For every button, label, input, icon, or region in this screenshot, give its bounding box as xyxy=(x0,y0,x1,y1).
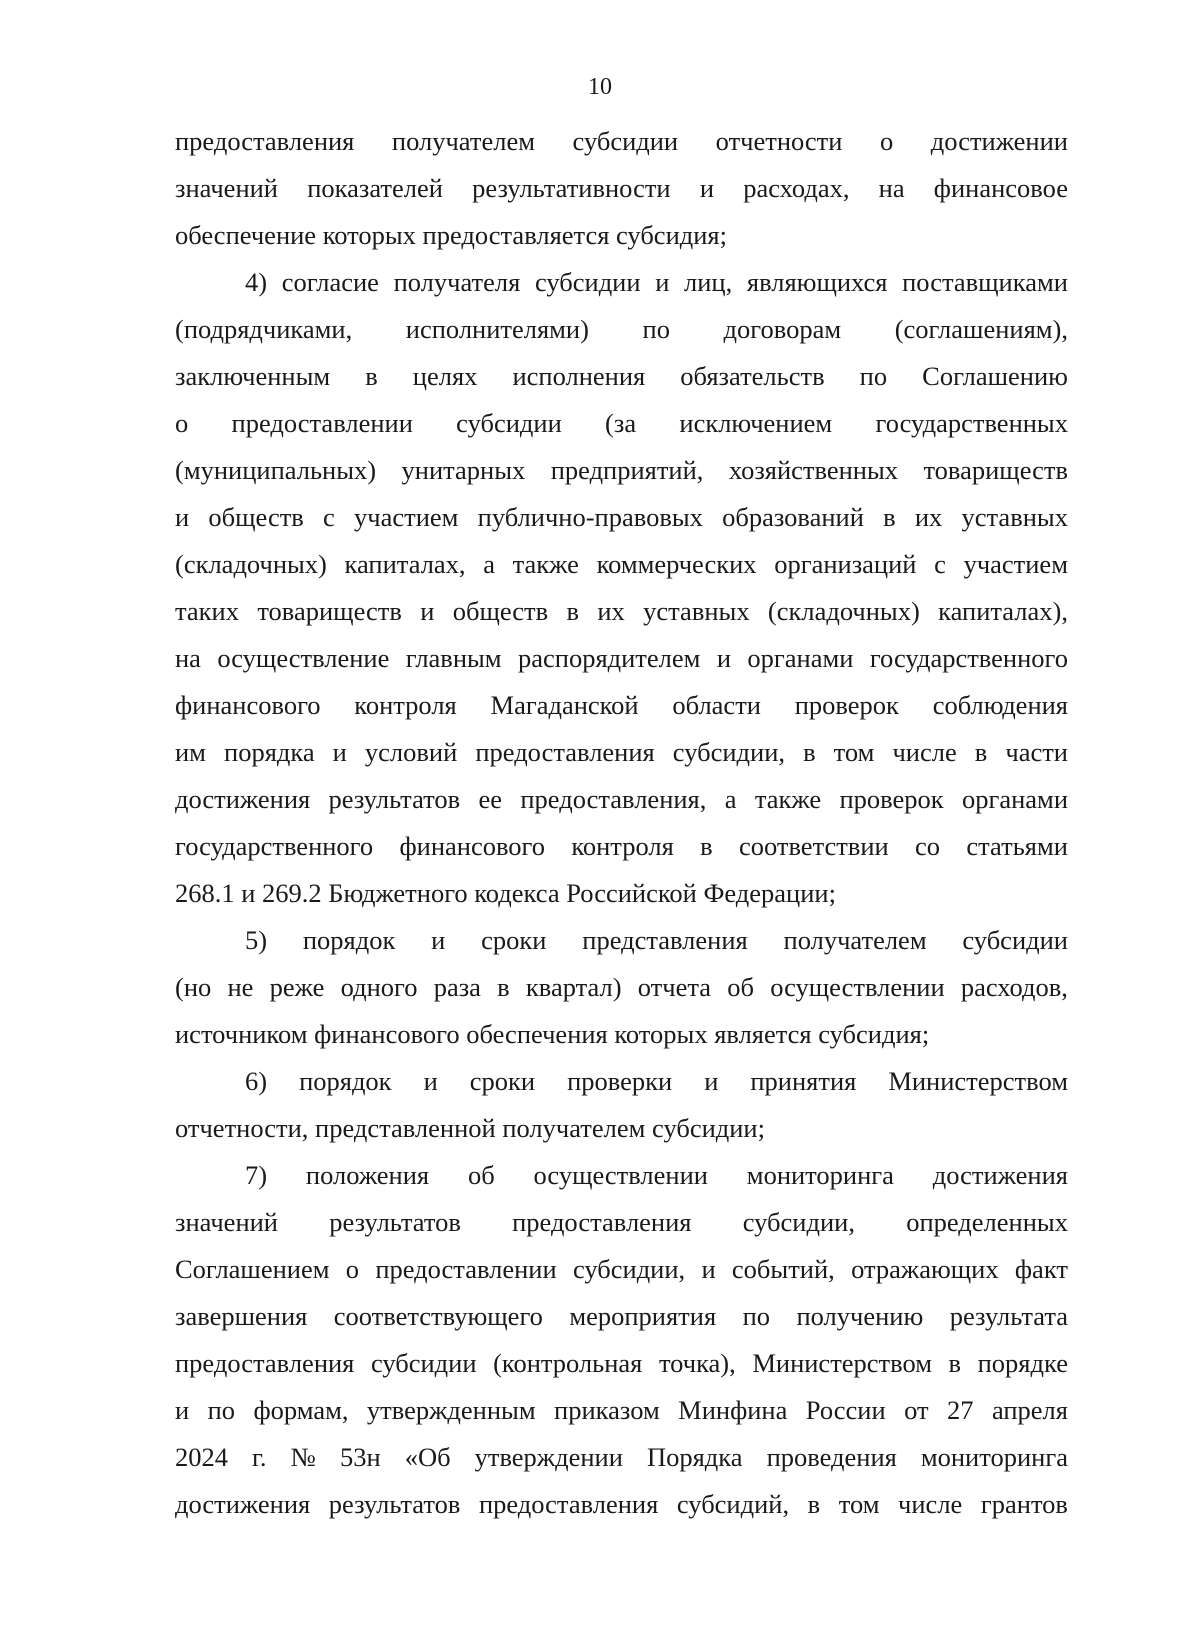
word: результатов xyxy=(329,1207,461,1237)
word: и xyxy=(701,1254,716,1284)
word: в xyxy=(803,737,816,767)
word: принятия xyxy=(750,1066,857,1096)
word: субсидии xyxy=(962,925,1068,955)
text-line xyxy=(175,400,1068,447)
word: а xyxy=(483,549,495,579)
word: предоставления xyxy=(175,126,355,156)
word: унитарных xyxy=(401,455,526,485)
word: публично-правовых xyxy=(477,502,703,532)
word: достижения xyxy=(932,1160,1068,1190)
word: сроки xyxy=(481,925,547,955)
word: «Об xyxy=(404,1442,451,1472)
word: (муниципальных) xyxy=(175,455,377,485)
word: органами xyxy=(961,784,1068,814)
word: (подрядчиками, xyxy=(175,314,353,344)
word: результативности xyxy=(472,173,671,203)
word: организаций xyxy=(774,549,917,579)
word: статьями xyxy=(966,831,1068,861)
word: реже xyxy=(269,972,325,1002)
word: их xyxy=(914,502,943,532)
word: проведения xyxy=(766,1442,897,1472)
word: уставных xyxy=(961,502,1068,532)
word: в xyxy=(883,502,896,532)
word: Магаданской xyxy=(490,690,639,720)
word: и xyxy=(431,925,446,955)
word: значений xyxy=(175,173,278,203)
word: порядок xyxy=(302,925,396,955)
text-line xyxy=(175,917,1068,964)
word: уставных xyxy=(643,596,750,626)
word: об xyxy=(467,1160,495,1190)
word: проверок xyxy=(794,690,899,720)
word: соответствии xyxy=(738,831,889,861)
word: предприятий, xyxy=(550,455,704,485)
word: по xyxy=(642,314,670,344)
word: и xyxy=(175,502,190,532)
word: таких xyxy=(175,596,239,626)
word: с xyxy=(934,549,946,579)
word: числе xyxy=(892,737,957,767)
text-line xyxy=(175,823,1068,870)
word: целях xyxy=(412,361,478,391)
word: субсидии, xyxy=(672,737,786,767)
text-line xyxy=(175,165,1068,212)
word: согласие xyxy=(281,267,379,297)
word: порядке xyxy=(977,1348,1068,1378)
word: Соглашению xyxy=(922,361,1068,391)
word: положения xyxy=(305,1160,430,1190)
word: обществ xyxy=(452,596,549,626)
word: в xyxy=(700,831,713,861)
word: субсидии, xyxy=(572,1254,686,1284)
word: в xyxy=(974,737,988,767)
word: обществ xyxy=(208,502,304,532)
word: товариществ xyxy=(923,455,1068,485)
word: также xyxy=(754,784,822,814)
word: области xyxy=(672,690,761,720)
word: 27 xyxy=(947,1395,974,1425)
text-line xyxy=(175,635,1068,682)
word: получателя xyxy=(393,267,521,297)
word: Министерством xyxy=(888,1066,1068,1096)
word: и xyxy=(423,1066,438,1096)
word: Министерством xyxy=(752,1348,932,1378)
word: ее xyxy=(478,784,503,814)
document-body xyxy=(175,118,1068,1528)
word: 6) xyxy=(245,1066,268,1096)
word: 7) xyxy=(245,1160,268,1190)
word: (соглашениям), xyxy=(894,314,1068,344)
word: им xyxy=(175,737,206,767)
word: 53н xyxy=(339,1442,381,1472)
text-line xyxy=(175,306,1068,353)
text-line xyxy=(175,259,1068,306)
word: участием xyxy=(963,549,1068,579)
word: расходов, xyxy=(960,972,1068,1002)
word: (за xyxy=(605,408,637,438)
word: об xyxy=(727,972,754,1002)
page-number: 10 xyxy=(588,74,612,100)
word: и xyxy=(704,1066,719,1096)
word: о xyxy=(345,1254,360,1284)
word: и xyxy=(699,173,714,203)
word: осуществлении xyxy=(770,972,945,1002)
text-line xyxy=(175,1058,1068,1105)
word: финансового xyxy=(175,690,321,720)
text-line: отчетности, представленной получателем субсидии; xyxy=(175,1113,765,1143)
word: коммерческих xyxy=(596,549,757,579)
word: (складочных) xyxy=(767,596,920,626)
word: раза xyxy=(433,972,481,1002)
word: соответствующего xyxy=(333,1301,543,1331)
word: в xyxy=(365,361,378,391)
word: результатов xyxy=(328,784,461,814)
word: отчета xyxy=(637,972,712,1002)
word: приказом xyxy=(554,1395,660,1425)
word: утверждении xyxy=(474,1442,623,1472)
word: о xyxy=(175,408,189,438)
text-line xyxy=(175,1199,1068,1246)
word: 5) xyxy=(245,925,268,955)
word: в xyxy=(566,596,580,626)
word: их xyxy=(597,596,625,626)
text-line xyxy=(175,1434,1068,1481)
word: результата xyxy=(949,1301,1068,1331)
word: государственного xyxy=(175,831,374,861)
word: предоставления xyxy=(512,1207,692,1237)
word: том xyxy=(838,1489,880,1519)
word: субсидии xyxy=(456,408,562,438)
word: и xyxy=(655,267,670,297)
text-line xyxy=(175,776,1068,823)
word: контроля xyxy=(571,831,674,861)
word: являющихся xyxy=(746,267,888,297)
text-line xyxy=(175,1387,1068,1434)
word: числе xyxy=(898,1489,963,1519)
word: порядок xyxy=(299,1066,392,1096)
word: предоставления xyxy=(475,737,655,767)
word: представления xyxy=(582,925,748,955)
word: в xyxy=(807,1489,821,1519)
word: проверки xyxy=(567,1066,673,1096)
word: предоставлении xyxy=(375,1254,557,1284)
word: предоставления, xyxy=(520,784,707,814)
word: осуществлении xyxy=(533,1160,708,1190)
word: финансовое xyxy=(933,173,1068,203)
word: субсидий, xyxy=(676,1489,790,1519)
word: субсидии xyxy=(534,267,641,297)
word: значений xyxy=(175,1207,278,1237)
word: в xyxy=(948,1348,962,1378)
word: (но xyxy=(175,972,212,1002)
word: показателей xyxy=(307,173,443,203)
text-line xyxy=(175,494,1068,541)
word: г. xyxy=(252,1442,267,1472)
word: распорядителем xyxy=(517,643,701,673)
word: и xyxy=(332,737,347,767)
word: в xyxy=(497,972,510,1002)
word: капиталах, xyxy=(344,549,466,579)
text-line xyxy=(175,118,1068,165)
word: осуществление xyxy=(217,643,390,673)
word: апреля xyxy=(991,1395,1068,1425)
word: капиталах), xyxy=(938,596,1068,626)
word: по xyxy=(742,1301,771,1331)
word: на xyxy=(878,173,905,203)
word: расходах, xyxy=(743,173,850,203)
word: субсидии xyxy=(370,1348,477,1378)
word: достижении xyxy=(930,126,1068,156)
word: получению xyxy=(796,1301,924,1331)
word: органами xyxy=(747,643,854,673)
word: 2024 xyxy=(175,1442,228,1472)
word: исключением xyxy=(679,408,833,438)
word: обязательств xyxy=(680,361,825,391)
word: соблюдения xyxy=(932,690,1068,720)
word: товариществ xyxy=(257,596,402,626)
text-line xyxy=(175,541,1068,588)
word: предоставлении xyxy=(231,408,413,438)
word: по xyxy=(859,361,888,391)
word: мониторинга xyxy=(746,1160,894,1190)
word: главным xyxy=(405,643,502,673)
word: мероприятия xyxy=(569,1301,717,1331)
text-line xyxy=(175,588,1068,635)
word: завершения xyxy=(175,1301,308,1331)
word: также xyxy=(512,549,579,579)
word: поставщиками xyxy=(902,267,1068,297)
word: формам, xyxy=(253,1395,349,1425)
word: достижения xyxy=(175,1489,311,1519)
word: условий xyxy=(364,737,458,767)
word: получателем xyxy=(391,126,535,156)
word: части xyxy=(1005,737,1068,767)
text-line: 268.1 и 269.2 Бюджетного кодекса Российской Федерации; xyxy=(175,878,836,908)
word: № xyxy=(290,1442,316,1472)
word: точка), xyxy=(658,1348,736,1378)
word: одного xyxy=(340,972,418,1002)
word: России xyxy=(805,1395,886,1425)
word: порядка xyxy=(224,737,315,767)
word: государственных xyxy=(875,408,1068,438)
word: сроки xyxy=(469,1066,536,1096)
word: договорам xyxy=(723,314,842,344)
word: грантов xyxy=(980,1489,1068,1519)
word: государственного xyxy=(869,643,1068,673)
word: достижения xyxy=(175,784,311,814)
text-line xyxy=(175,1481,1068,1528)
word: определенных xyxy=(906,1207,1068,1237)
word: результатов xyxy=(328,1489,461,1519)
word: предоставления xyxy=(478,1489,659,1519)
word: квартал) xyxy=(525,972,622,1002)
text-line xyxy=(175,964,1068,1011)
word: 4) xyxy=(245,267,268,297)
word: на xyxy=(175,643,201,673)
text-line xyxy=(175,1293,1068,1340)
word: и xyxy=(716,643,731,673)
word: субсидии, xyxy=(742,1207,855,1237)
text-line: источником финансового обеспечения которых является субсидия; xyxy=(175,1019,930,1049)
word: Минфина xyxy=(678,1395,788,1425)
word: по xyxy=(207,1395,236,1425)
word: предоставления xyxy=(175,1348,355,1378)
word: (складочных) xyxy=(175,549,327,579)
text-line xyxy=(175,682,1068,729)
word: утвержденным xyxy=(366,1395,536,1425)
word: исполнителями) xyxy=(405,314,589,344)
text-line xyxy=(175,1246,1068,1293)
word: и xyxy=(175,1395,190,1425)
word: со xyxy=(915,831,941,861)
word: контроля xyxy=(354,690,457,720)
word: с xyxy=(323,502,335,532)
word: а xyxy=(724,784,737,814)
word: субсидии xyxy=(572,126,679,156)
word: (контрольная xyxy=(493,1348,643,1378)
text-line xyxy=(175,353,1068,400)
word: том xyxy=(833,737,875,767)
word: и xyxy=(420,596,435,626)
word: образований xyxy=(722,502,864,532)
word: участием xyxy=(354,502,459,532)
word: хозяйственных xyxy=(728,455,899,485)
word: лиц, xyxy=(684,267,733,297)
word: исполнения xyxy=(512,361,646,391)
word: получателем xyxy=(783,925,927,955)
word: отчетности xyxy=(715,126,843,156)
text-line: обеспечение которых предоставляется субсидия; xyxy=(175,220,727,250)
word: финансового xyxy=(399,831,546,861)
word: событий, xyxy=(731,1254,835,1284)
word: от xyxy=(904,1395,929,1425)
word: заключенным xyxy=(175,361,331,391)
text-line xyxy=(175,729,1068,776)
text-line xyxy=(175,1340,1068,1387)
word: Соглашением xyxy=(175,1254,330,1284)
word: о xyxy=(880,126,894,156)
word: факт xyxy=(1014,1254,1068,1284)
text-line xyxy=(175,447,1068,494)
word: не xyxy=(227,972,254,1002)
text-line xyxy=(175,1152,1068,1199)
word: отражающих xyxy=(851,1254,999,1284)
word: проверок xyxy=(839,784,944,814)
word: мониторинга xyxy=(920,1442,1068,1472)
word: Порядка xyxy=(646,1442,743,1472)
